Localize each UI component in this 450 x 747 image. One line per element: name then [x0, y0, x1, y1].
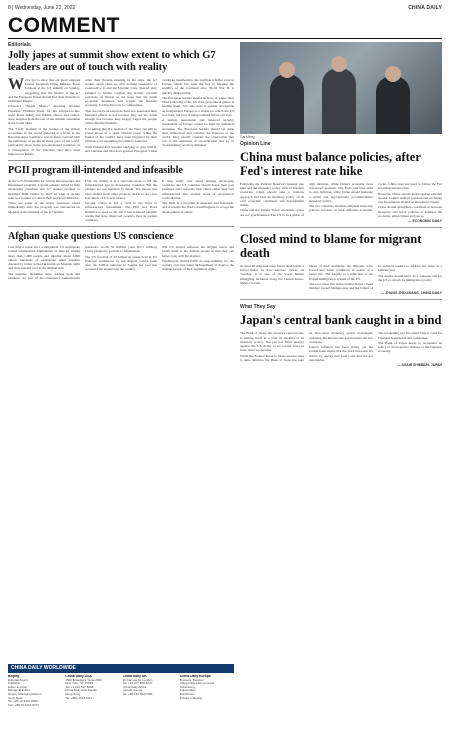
figure-head: [385, 66, 401, 82]
migrant-paragraph: At least 46 migrants were found dead inside a tractor-trailer in San Antonio, Texas, on Tuesday. It is one of the worst human smuggling incidents along the United States-Mexico border.: [240, 264, 304, 285]
footer-line: Nairobi, Kenya: [122, 688, 143, 693]
footer-line: Deputy Managing Editors: [8, 691, 42, 696]
migrant-byline: — ZHANG ZHOUXIANG, CHINA DAILY: [381, 291, 442, 296]
footer-column-title: China Daily USA: [65, 675, 92, 678]
pgii-paragraph: If they really care about helping developing countries, the G7 countries should honor their past promises and cooperate with others rather than turn infrastructure into another arena of geopolitical confrontation.: [162, 179, 234, 200]
japan-paragraph: The weakening yen has raised import costs for Japanese households and companies.: [378, 331, 442, 340]
figure-silhouette: [270, 74, 304, 134]
illustration-credit: Cai Meng: [240, 135, 255, 139]
lead-paragraph: With Finland and Sweden applying to join NATO, and Ukraine and Moldova granted European Union candidate membership, the traditional buffer zone in Europe which has been the key to keeping the stability of the continent after World War II, is quickly disappearing.: [85, 78, 234, 153]
footer-line: Editorial Board: [8, 677, 28, 682]
page-header: [8, 4, 442, 12]
footer-column-title: China Daily UK: [122, 675, 147, 678]
editorials-column: [8, 42, 234, 280]
section-rule: [8, 38, 442, 39]
footer-bar: CHINA DAILY WORLDWIDE: [8, 664, 234, 673]
japan-paragraph: The Bank of Japan needs to reconsider its policy to avoid greater damage to the Japanese economy.: [378, 341, 442, 354]
japan-paragraph: While the Federal Reserve raises interest rates to tame inflation, the Bank of Japan has kept its ultra-loose monetary policy unchanged, widening the interest rate gap between the two countries.: [240, 331, 373, 362]
migrant-article-body: [240, 264, 442, 290]
lead-paragraph: That the previous sanctions have not generated their intended effects is not because they are not harsh enough but because they largely target the people rather than the Kremlin.: [85, 108, 157, 126]
lead-paragraph: The "fatal" moment of the leaders of the richest economies in the world gathered at a hotel in the Bavarian Alps, Germany, was in sharp contrast with the sufferings of people in many parts of the world, particularly those in the less-developed countries, as a consequence of the sanctions that have been imposed on Russia.: [8, 126, 80, 156]
afghan-paragraph: Washington should fulfill its responsibility for the country and stop using its hegemony to deprive the Afghan people of their legitimate rights.: [162, 259, 234, 272]
fed-headline: China must balance policies, after Fed's interest rate hike: [240, 150, 421, 178]
migrant-headline: Closed mind to blame for migrant death: [240, 232, 422, 260]
lead-paragraph: We've got to show that our pure! quipped United Kingdom Prime Minister Boris Johnson at the G7 summit on Sunday, suggesting that the leaders of the G7 and the European Union should flex their muscles to intimidate Russia.: [8, 76, 80, 104]
lead-headline: Jolly japes at summit show extent to which G7 leaders are out of touch with reality: [8, 50, 216, 73]
page-info: 8 | Wednesday, June 22, 2022: [8, 5, 76, 11]
afghan-paragraph: Less than a week after a magnitude 5.9 earthquake rocked southeastern Afghanistan on June 22, killing more than 1,000 people and injuring about 3,000 others, hundreds of earthquake relief supplies donated by China arrived in Kabul on Monday night and were handed over to the Afghan side.: [8, 245, 80, 271]
afghan-paragraph: The US should unfreeze the Afghan assets and return them to the Afghan people so that they can better cope with the disaster.: [162, 245, 234, 258]
figure-silhouette: [376, 76, 410, 134]
footer-line: Hong Kong: [65, 691, 81, 696]
footer-line: Copy Desk: [8, 695, 23, 700]
migrant-paragraph: Shorn of their humanity, the migrants were forced into harsh conditions in search of a better life. The tragedy is a reflection of the flawed immigration system of the US.: [309, 264, 373, 281]
footer-column: [123, 675, 177, 741]
figure-silhouette: [322, 68, 356, 134]
japan-article-body: [240, 331, 442, 362]
fed-byline: — ECONOMIC DAILY: [408, 219, 442, 223]
footer-line: Fax: +86 10 6491 8377: [8, 702, 39, 707]
footer-line: Distribution: [179, 691, 195, 696]
afghan-paragraph: The US freezing of $7 billion in assets held in US financial institutions by the Afghan central bank after the Taliban takeover in August last year has worsened the situation in the country.: [85, 254, 157, 272]
footer-line: Printed in Beijing: [179, 695, 203, 700]
migrant-paragraph: The root cause lies in the United States' closed mindset toward immigration and the failure of its political leaders to address the issue in a humane way.: [309, 264, 442, 291]
figure-head: [279, 62, 295, 78]
footer-line: Editor-in-Chief: [8, 684, 28, 689]
paper-name: CHINA DAILY: [408, 5, 442, 11]
footer-contacts: [8, 675, 234, 741]
pgii-paragraph: Second, China is not a rival to the West in infrastructure investment. The Belt and Road Initiative is open to all, and it has achieved tangible results that have improved people's lives in partner countries.: [85, 201, 157, 223]
footer-line: Brussels, Belgium: [179, 677, 204, 682]
fed-article-body: [240, 182, 442, 218]
japan-byline: — ASAHI SHIMBUN, JAPAN: [397, 363, 442, 368]
lead-paragraph: The European leaders should be wary of where their blind following of the US in its geopolitical games is leading them. Not only does it quickly downgrade an independent Europe to a vision for which the US was built, but now is being realized before our eyes.: [162, 96, 234, 117]
footer-column-title: China Daily Europe: [179, 675, 211, 678]
fed-paragraph: China and the United States' economic cycles are not synchronized. The US is in a phase of high inflation, while China's economy faces downward pressure. The Fed's rate hike aims to curb inflation, while China should maintain a stable and appropriately accommodative monetary policy.: [240, 182, 373, 217]
footer-line: Advertising: [179, 684, 195, 689]
lead-paragraph: It is telling that the leaders of the West can talk in jovial mood in a quiet hillside resort while the flames of the conflict have been triggered by their insistence on expanding the alliance eastward.: [85, 126, 157, 144]
lead-paragraph: Johnson's "Jungle Mauro" mocking Russian President Vladimir Putin for his stripped-to-the-waist horse riding and fishing photos and videos, drew laughter from the rest of the summit attendants at the round table.: [8, 104, 80, 126]
japan-paragraph: The Bank of Japan, the country's central bank, is putting itself in a bind by sticking to its monetary policy. The yen has fallen sharply against the US dollar to its lowest level in more than two decades.: [240, 331, 304, 353]
fed-paragraph: However, China should guard against external shocks. Capital outflow pressure and exchange rate fluctuations should be monitored closely.: [378, 191, 442, 204]
fed-paragraph: The two countries maintain different monetary policies because of their different economic cycles. China does not need to follow the Fed in raising interest rates.: [309, 182, 442, 213]
japan-headline: Japan's central bank caught in a bind: [240, 313, 442, 328]
pgii-paragraph: There are some of the major questions raised immediately after the program was announced on Monday at the meeting of the G7 leaders.: [8, 201, 80, 214]
lead-paragraph: After their fireside meeting in the Alps, the G7 leaders again came up with nothing conducive or constructive to end the Ukraine crisis. Instead, they pledged to further toughen the already extreme sanctions on Russia in the hope that the harsh economic measures will cripple the Russian economy, forcing Moscow to compromise.: [85, 78, 157, 108]
figure-head: [331, 56, 347, 72]
lead-paragraph: A lasting, sustainable and balanced security mechanism of Europe cannot be built by unilateral strategies. The European leaders should set aside their differences and consider the interests of the world. They should consider the observation that war is the antithesis of reconciliation and try to avoid making yet more mistakes.: [162, 118, 234, 148]
footer-line: Tel: +44 207 398 8270: [122, 681, 153, 686]
afghan-paragraph: The supplies, including tents, folding beds and blankets, are part of the emergency humanitarian assistance worth 50 million yuan ($7.5 million) China pledged to provide to Afghanistan.: [8, 245, 157, 280]
migrant-paragraph: The deaths should serve as a wake-up call for the US to reform its immigration policy.: [378, 273, 442, 282]
japan-paragraph: Japan's inflation has been rising, yet the central bank insists that the price increases are driven by energy and food costs and are not sustainable.: [309, 345, 373, 362]
footer-line: Subscription: [179, 688, 197, 693]
what-they-say-label: What They Say: [240, 304, 276, 311]
footer-column-title: Beijing: [8, 675, 20, 678]
afghan-headline: Afghan quake questions US conscience: [8, 231, 174, 243]
fed-paragraph: Following the Federal Reserve's interest rate hike and the monetary policy shift of Western countries, China should take a cautious approach and base its monetary policy on its own economic conditions and development trends.: [240, 182, 304, 208]
opinion-line-kicker: Opinion Line: [240, 141, 271, 147]
divider: [8, 226, 234, 227]
pgii-paragraph: At the G7's Partnership for Global Infrastructure and Investment program, a grand scheme aimed to help developing countries, the G7 leaders pledged to mobilize $600 billion by 2027 in what is widely seen as a counter to China's Belt and Road Initiative.: [8, 179, 80, 200]
footer-line: Tel: +86 10 6491 8366: [8, 699, 38, 704]
footer-line: China Daily Africa: [122, 684, 147, 689]
divider: [8, 160, 234, 161]
footer-line: Tel: +254 20 6920 900: [122, 691, 153, 696]
footer-column: [65, 675, 119, 741]
footer-line: Tel: +852 2518 5111: [65, 695, 93, 700]
footer-line: Publisher: [8, 681, 21, 686]
divider: [240, 299, 442, 300]
divider: [240, 227, 442, 228]
footer-line: Managing Editor: [8, 688, 30, 693]
footer-line: China Daily Asia Pacific: [65, 688, 97, 693]
footer-column: [8, 675, 62, 741]
footer-line: 1500 Broadway, Suite 2800: [65, 677, 102, 682]
footer-line: New York, NY 10036: [65, 681, 93, 686]
fed-paragraph: China should strengthen coordination between monetary and fiscal policies to stabilize the economy, employment and prices.: [378, 205, 442, 218]
footer-line: Tel: +1 212 537 8888: [65, 684, 94, 689]
drop-cap: W: [8, 76, 24, 93]
opinion-column: [240, 42, 442, 367]
pgii-paragraph: The PGII is a program ill-intended and infeasible, and it reveals the West's unwillingness to accept the development of others.: [162, 201, 234, 214]
pgii-article-body: [8, 179, 234, 222]
footer-line: China Daily Latin America: [179, 681, 215, 686]
afghan-article-body: [8, 245, 234, 280]
cartoon-illustration: [240, 42, 442, 134]
pgii-headline: PGII program ill-intended and infeasible: [8, 165, 183, 177]
editorials-kicker: Editorials: [8, 42, 31, 48]
lead-article-body: [8, 78, 234, 156]
footer-line: 90 Cannon St, London: [122, 677, 153, 682]
pgii-paragraph: First, the timing. It is a welcome move to fill the infrastructure gap in developing countries. But the pledges are not matched by funds. The money has been shifted from other projects, and it is not clear how much of it is new money.: [85, 179, 157, 200]
footer-column: [180, 675, 234, 741]
section-title: COMMENT: [8, 14, 120, 37]
